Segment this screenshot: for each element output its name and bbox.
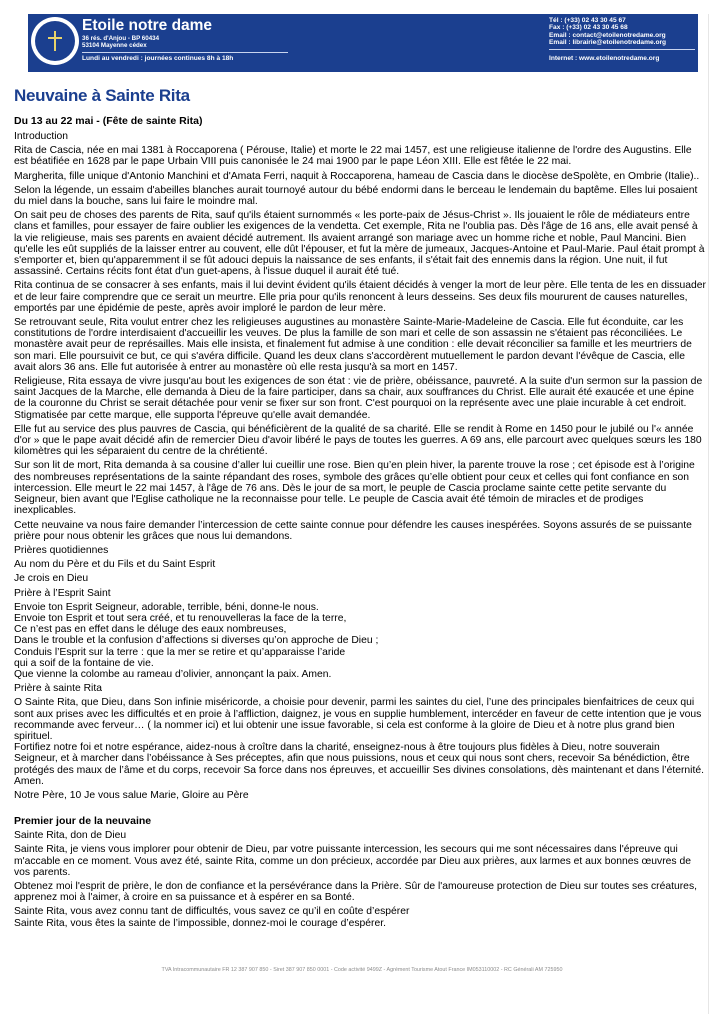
paragraph: Religieuse, Rita essaya de vivre jusqu'au bout les exigences de son état : vie de prière, obéissance, pauvreté. A la suite d'un sermon sur la passion de saint Jacques de la Marche, elle demanda à Dieu de la faire participer, dans sa chair, aux souffrances du Christ. Elle aurait été exaucée et une épine de la couronne du Christ se serait détachée pour venir se fixer sur son front. C'est pourquoi on la représente avec une plaie incurable à cet endroit. Stigmatisée par cette marque, elle supporta l'épreuve qu'elle avait demandée. [14, 376, 703, 421]
prayer-line: Dans le trouble et la confusion d’affections si diverses qu’on approche de Dieu ; [14, 635, 379, 647]
prayer-line: Sainte Rita, vous avez connu tant de difficultés, vous savez ce qu’il en coûte d’espérer [14, 906, 410, 918]
paragraph: On sait peu de choses des parents de Rita, sauf qu'ils étaient surnommés « les porte-paix de Jésus-Christ ». Ils jouaient le rôle de médiateurs entre clans et familles, pour essayer de faire oublier les exigences de la vendetta. Cet exemple, Rita ne l'oublia pas. Dès l'âge de 16 ans, elle avait pensé à la vie religieuse, mais ses parents en avaient décidé autrement. Ils avaient arrangé son mariage avec un homme riche et noble, Paul Mancini. Bien qu'elle les eût suppliés de la laisser entrer au couvent, elle dût l'épouser, et fut la mère de jumeaux, Jacques-Antoine et Paul-Marie. Paul était prompt à s'emporter et, bien qu'apparemment il se fût adouci depuis la naissance de ses enfants, il s'était fait des ennemis dans la région. Une nuit, il fut assassiné. Certains récits font état d'un guet-apens, à l'issue duquel il aurait été tué. [14, 210, 705, 278]
rita-prayer-heading: Prière à sainte Rita [14, 683, 102, 695]
paragraph: Obtenez moi l'esprit de prière, le don de confiance et la persévérance dans la Prière. Sûr de l'amoureuse protection de Dieu sur toutes ses créatures, apprenez moi à l'aimer, à croire en sa puissance et à espérer en sa Bonté. [14, 880, 697, 904]
page-edge-divider [708, 14, 709, 1014]
paragraph: Rita de Cascia, née en mai 1381 à Roccaporena ( Pérouse, Italie) et morte le 22 mai 1457, est une religieuse italienne de l'ordre des Augustins. Elle est béatifiée en 1628 par le pape Urbain VIII puis canonisée le 24 mai 1900 par le pape Léon XIII. Elle est fêtée le 22 mai. [14, 145, 692, 168]
email-contact-link[interactable]: Email : contact@etoilenotredame.org [549, 31, 666, 39]
prayer-line: Sainte Rita, vous êtes la sainte de l’impossible, donnez-moi le courage d’espérer. [14, 917, 387, 929]
day-one-closing [14, 906, 706, 928]
article [14, 86, 706, 932]
address [82, 35, 159, 50]
fax: Fax : (+33) 02 43 30 45 68 [549, 24, 628, 32]
header-divider [82, 52, 288, 53]
prayer-line: Conduis l’Esprit sur la terre : que la mer se retire et qu’apparaisse l’aride [14, 646, 346, 658]
notre-pere: Notre Père, 10 Je vous salue Marie, Gloire au Père [14, 789, 249, 801]
holy-spirit-heading: Prière à l’Esprit Saint [14, 587, 111, 599]
day-one-subheading: Sainte Rita, don de Dieu [14, 830, 127, 842]
day-one-heading: Premier jour de la neuvaine [14, 815, 152, 828]
header-divider [549, 49, 695, 50]
intro-heading: Introduction [14, 131, 69, 142]
prayer-line: Que vienne la colombe au rameau d’olivier, annonçant la paix. Amen. [14, 668, 332, 680]
address-line: 53104 Mayenne cédex [82, 42, 147, 50]
legal-footer: TVA Intracommunautaire FR 12 387 907 850 - Siret 387 907 850 0001 - Code activité 9499Z - Agrément Tourisme Atout France IM053110002 - RC Générali AM 725950 [161, 967, 563, 973]
paragraph: Cette neuvaine va nous faire demander l’intercession de cette sainte connue pour défendre les causes inespérées. Soyons assurés de se puissante prière pour nous obtenir les grâces que nous lui demandons. [14, 519, 692, 542]
paragraph: Selon la légende, un essaim d'abeilles blanches aurait tournoyé autour du bébé endormi dans le berceau le lendemain du baptême. Elles lui posaient du miel dans la bouche, sans lui faire le moindre mal. [14, 184, 698, 208]
sign-of-cross: Au nom du Père et du Fils et du Saint Esprit [14, 559, 216, 571]
paragraph: Rita continua de se consacrer à ses enfants, mais il lui devint évident qu'ils étaient décidés à venger la mort de leur père. Elle tenta de les en dissuader et de leur faire comprendre que ce serait un meurtre. Elle pria pour qu'ils renoncent à leurs desseins. Ses deux fils moururent de causes naturelles, emportés par une épidémie de peste, après avoir imploré le pardon de leur mère. [14, 280, 706, 314]
address-line: 36 rés. d'Anjou - BP 60434 [82, 35, 160, 42]
rita-prayer [14, 697, 706, 787]
page-title: Neuvaine à Sainte Rita [14, 86, 190, 105]
logo [31, 17, 79, 65]
header-banner [28, 14, 698, 72]
opening-hours: Lundi au vendredi : journées continues 8h à 18h [82, 55, 234, 62]
paragraph: Se retrouvant seule, Rita voulut entrer chez les religieuses augustines au monastère Sainte-Marie-Madeleine de Cascia. Elle fut éconduite, car les constitutions de l'ordre interdisaient d'accueillir les veuves. De plus la famille de son mari et celle de son assassin ne s'étaient pas réconciliées. Le monastère avait peur de représailles. Mais elle insista, et finalement fut admise à une condition : elle devait réconcilier sa famille et les meurtriers de son mari. Elle poursuivit ce but, ce qui s'avéra difficile. Quand les deux clans s'accordèrent mutuellement le pardon devant l'évêque de Cascia, elle avait alors 36 ans. Elle fut autorisée à entrer au monastère où elle resta jusqu'à sa mort en 1457. [14, 317, 692, 373]
website-link[interactable]: Internet : www.etoilenotredame.org [549, 55, 660, 62]
brand-name: Etoile notre dame [82, 17, 213, 34]
contact-block [549, 17, 666, 47]
phone: Tél : (+33) 02 43 30 45 67 [549, 17, 626, 24]
credo: Je crois en Dieu [14, 573, 89, 585]
email-librairie-link[interactable]: Email : librairie@etoilenotredame.org [549, 39, 667, 47]
prayer-paragraph: Fortifiez notre foi et notre espérance, aidez-nous à croître dans la charité, enseignez-nous à être toujours plus fidèles à Dieu, notre souverain Seigneur, et à marcher dans l’obéissance à Ses préceptes, afin que nous puissions, nous et ceux qui nous sont chers, recevoir Sa bénédiction, être protégés des maux de l’âme et du corps, recevoir Sa force dans nos épreuves, et accueillir Ses divines consolations, dès maintenant et dans l’éternité. Amen. [14, 742, 704, 787]
dates-heading: Du 13 au 22 mai - (Fête de sainte Rita) [14, 115, 203, 127]
paragraph: Elle fut au service des plus pauvres de Cascia, qui bénéficièrent de la qualité de sa charité. Elle se rendit à Rome en 1450 pour le jubilé ou l'« année d'or » que le pape avait décidé afin de remercier Dieu d'avoir libéré le pays de toutes les guerres. A 69 ans, elle parcourt avec quelques sœurs les 180 kilomètres qui les séparaient du centre de la chrétienté. [14, 423, 702, 458]
prayer-paragraph: O Sainte Rita, que Dieu, dans Son infinie miséricorde, a choisie pour devenir, parmi les saintes du ciel, l’une des principales bienfaitrices de ceux qui sont aux prises avec les difficultés et en proie à l’affliction, daignez, je vous en supplie humblement, intercéder en faveur de cette intention que je vous recommande avec ferveur… ( la nommer ici) et lui obtenir une issue favorable, si cela est conforme à la gloire de Dieu et à notre plus grand bien spirituel. [14, 697, 702, 742]
prayer-line: Ce n’est pas en effet dans le déluge des eaux nombreuses, [14, 624, 287, 636]
prayer-line: qui a soif de la fontaine de vie. [14, 657, 154, 669]
logo-emblem-icon [35, 21, 75, 61]
paragraph: Sainte Rita, je viens vous implorer pour obtenir de Dieu, par votre puissante intercession, les secours qui me sont nécessaires dans l'épreuve qui m'accable en ce moment. Vous avez été, sainte Rita, comme un don précieux, accordée par Dieu aux prières, aux larmes et aux bonnes œuvres de vos parents. [14, 844, 691, 878]
paragraph: Sur son lit de mort, Rita demanda à sa cousine d’aller lui cueillir une rose. Bien qu’en plein hiver, la parente trouve la rose ; cet épisode est à l’origine des nombreuses représentations de la sainte répandant des roses, symbole des grâces qu’elle obtient pour ceux et celles qui font confiance en son intercession. Elle meurt le 22 mai 1457, à l'âge de 76 ans. Dès le jour de sa mort, le peuple de Cascia proclame sainte cette petite servante du Seigneur, bien avant que l'Eglise catholique ne la reconnaisse pour telle. Le peuple de Cascia avait été témoin de miracles et de prodiges inexplicables. [14, 460, 695, 517]
prayer-line: Envoie ton Esprit et tout sera créé, et tu renouvelleras la face de la terre, [14, 612, 347, 624]
paragraph: Margherita, fille unique d'Antonio Manchini et d'Amata Ferri, naquit à Roccaporena, hameau de Cascia dans le diocèse deSpolète, en Ombrie (Italie).. [14, 170, 700, 182]
prayers-heading: Prières quotidiennes [14, 544, 109, 556]
holy-spirit-prayer [14, 602, 706, 680]
prayer-line: Envoie ton Esprit Seigneur, adorable, terrible, béni, donne-le nous. [14, 601, 319, 613]
